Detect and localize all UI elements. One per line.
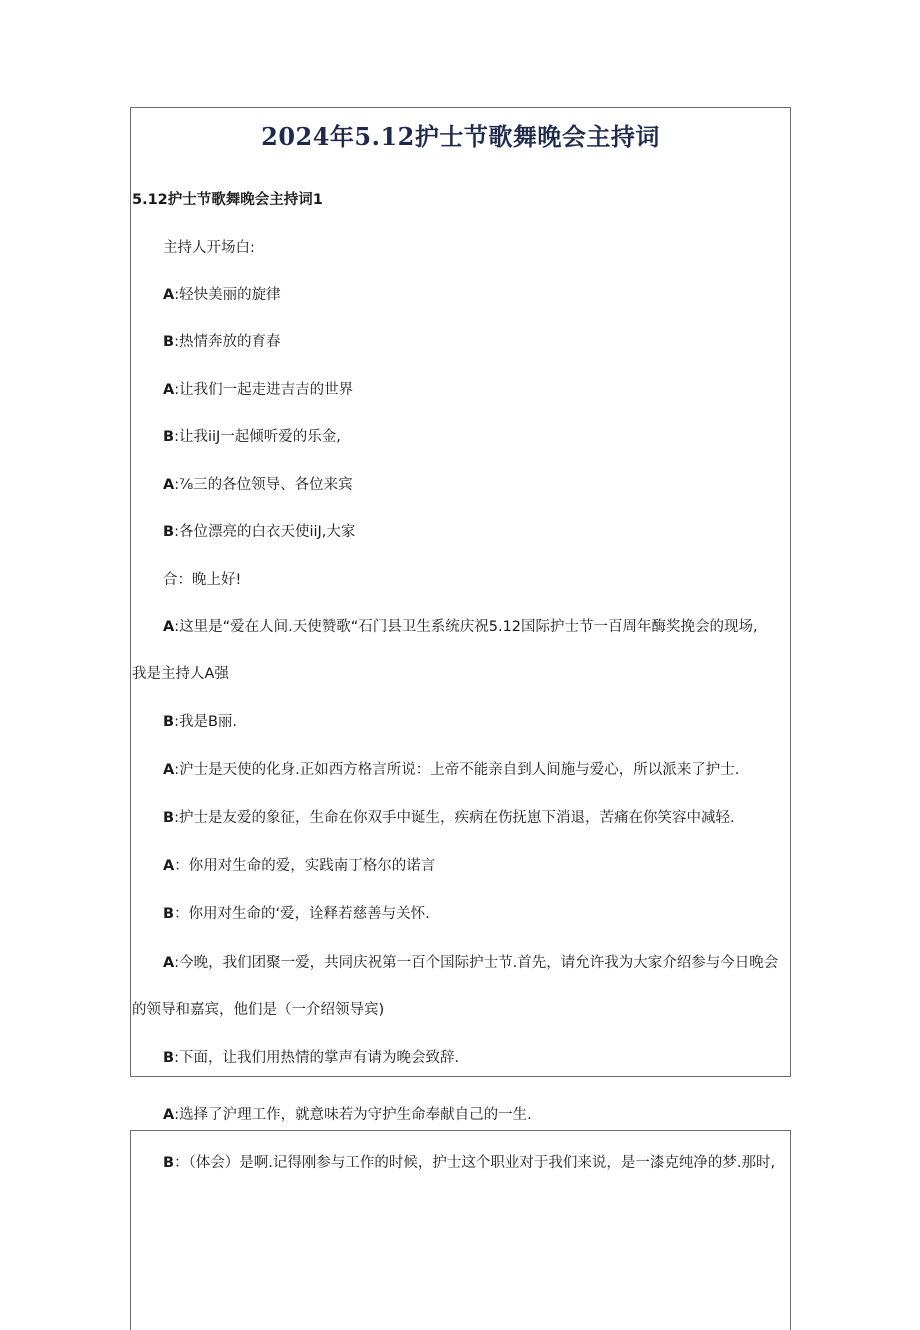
line-text: :这里是“爱在人间.天使赞歌“石门县卫生系统庆祝5.12国际护士节一百周年酶奖挽会的现场, xyxy=(174,619,758,635)
speaker-label: B xyxy=(163,714,175,730)
dialogue-line xyxy=(163,1048,459,1068)
line-text: 我是主持人A强 xyxy=(132,666,229,682)
speaker-label: A xyxy=(163,477,175,493)
dialogue-line-continuation xyxy=(132,664,229,684)
dialogue-line xyxy=(163,953,778,973)
dialogue-line xyxy=(163,617,758,637)
dialogue-line xyxy=(163,808,735,828)
dialogue-line xyxy=(163,285,281,305)
speaker-label: B xyxy=(163,524,175,540)
speaker-label: A xyxy=(163,762,175,778)
speaker-label: B xyxy=(163,1155,175,1171)
line-text: :沪士是天使的化身.正如西方格言所说：上帝不能亲自到人间施与爱心，所以派来了护士. xyxy=(174,762,740,778)
line-text: ：你用对生命的‘爱，诠释若慈善与关怀. xyxy=(174,906,430,922)
speaker-label: B xyxy=(163,429,175,445)
line-text: :下面，让我们用热情的掌声有请为晚会致辞. xyxy=(174,1050,460,1066)
opening-label: 主持人开场白: xyxy=(163,240,255,256)
speaker-label: A xyxy=(163,619,175,635)
line-text: :选择了沪理工作，就意味若为守护生命奉献自己的一生. xyxy=(174,1107,532,1123)
dialogue-line xyxy=(163,904,430,924)
dialogue-line-continuation xyxy=(132,1000,384,1020)
speaker-label: B xyxy=(163,810,175,826)
dialogue-line xyxy=(163,332,280,352)
dialogue-line xyxy=(163,1105,532,1125)
document-title: 2024年5.12护士节歌舞晚会主持词 xyxy=(261,122,660,151)
dialogue-line xyxy=(163,427,341,447)
speaker-label: A xyxy=(163,1107,175,1123)
line-text: :⅞三的各位领导、各位来宾 xyxy=(174,477,353,493)
line-text: ：你用对生命的爱，实践南丁格尔的诺言 xyxy=(174,858,436,874)
dialogue-line xyxy=(163,570,241,590)
line-text: :让我iiJ一起倾听爱的乐金, xyxy=(174,429,341,445)
line-text: :轻快美丽的旋律 xyxy=(174,287,281,303)
speaker-label: A xyxy=(163,955,175,971)
line-text: :今晚，我们团聚一爱，共同庆祝第一百个国际护士节.首先，请允许我为大家介绍参与今日晚会 xyxy=(174,955,779,971)
dialogue-line xyxy=(163,522,355,542)
dialogue-line xyxy=(163,380,353,400)
line-text: :热情奔放的育春 xyxy=(174,334,281,350)
line-text: 合：晚上好! xyxy=(163,572,242,588)
dialogue-line xyxy=(163,760,739,780)
speaker-label: B xyxy=(163,1050,175,1066)
dialogue-line xyxy=(163,1153,775,1173)
speaker-label: A xyxy=(163,382,175,398)
line-text: :各位漂亮的白衣天使iiJ,大家 xyxy=(174,524,356,540)
line-text: :我是B丽. xyxy=(174,714,238,730)
dialogue-line xyxy=(163,712,237,732)
line-text: 的领导和嘉宾，他们是（一介绍领导宾) xyxy=(132,1002,385,1018)
dialogue-line xyxy=(163,856,435,876)
line-text: :让我们一起走进吉吉的世界 xyxy=(174,382,354,398)
speaker-label: A xyxy=(163,287,175,303)
section-heading: 5.12护士节歌舞晚会主持词1 xyxy=(132,192,323,208)
speaker-label: B xyxy=(163,334,175,350)
dialogue-line xyxy=(163,475,353,495)
speaker-label: B xyxy=(163,906,175,922)
line-text: :护士是友爱的象征，生命在你双手中诞生，疾病在伤抚崽下消退，苦痛在你笑容中减轻. xyxy=(174,810,735,826)
line-text: ：（体会）是啊.记得刚参与工作的时候，护士这个职业对于我们来说，是一漆克纯净的梦.那时, xyxy=(174,1155,776,1171)
speaker-label: A xyxy=(163,858,175,874)
